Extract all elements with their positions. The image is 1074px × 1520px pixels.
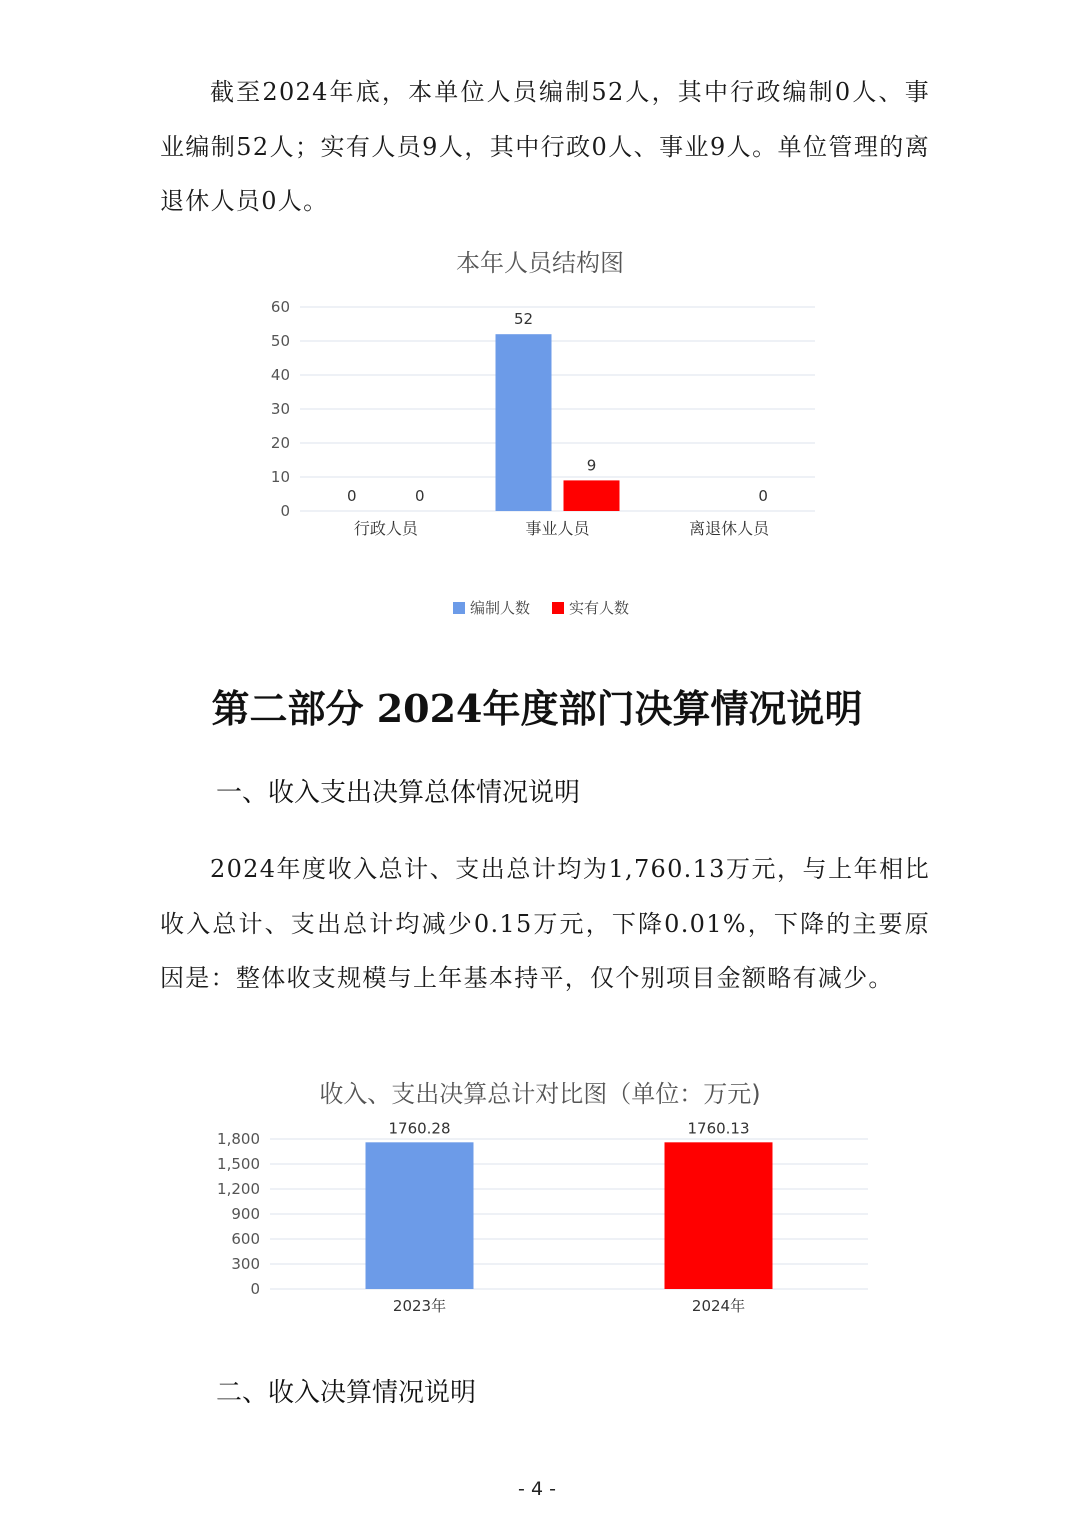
data-label: 0 <box>347 487 357 505</box>
y-tick-label: 900 <box>231 1205 260 1223</box>
y-tick-label: 0 <box>280 502 290 520</box>
y-tick-label: 1,800 <box>217 1130 260 1148</box>
y-tick-label: 40 <box>270 366 290 384</box>
y-tick-label: 1,200 <box>217 1180 260 1198</box>
bar-2023年 <box>366 1142 474 1289</box>
bar-编制人数 <box>496 334 552 511</box>
y-tick-label: 50 <box>270 332 290 350</box>
data-label: 1760.13 <box>687 1119 750 1138</box>
legend-label: 编制人数 <box>470 599 531 617</box>
legend-swatch <box>453 602 465 614</box>
y-tick-label: 1,500 <box>217 1155 260 1173</box>
y-tick-label: 20 <box>270 434 290 452</box>
x-tick-label: 离退休人员 <box>689 519 770 538</box>
staff-structure-chart <box>255 290 825 630</box>
staff-chart-title: 本年人员结构图 <box>456 249 624 277</box>
data-label: 52 <box>513 310 534 329</box>
legend-label: 实有人数 <box>569 599 630 617</box>
section-heading-2: 二、收入决算情况说明 <box>216 1378 477 1408</box>
budget-summary-paragraph: 2024年度收入总计、支出总计均为1,760.13万元，与上年相比收入总计、支出总计均减少0.15万元，下降0.01%，下降的主要原因是：整体收支规模与上年基本持平，仅个别项目金额略有减少。 <box>160 855 930 992</box>
y-tick-label: 0 <box>250 1280 260 1298</box>
y-tick-label: 30 <box>270 400 290 418</box>
bar-2024年 <box>665 1142 773 1289</box>
data-label: 9 <box>586 456 597 475</box>
bar-实有人数 <box>564 480 620 511</box>
data-label: 1760.28 <box>388 1119 451 1138</box>
income-expense-chart-title: 收入、支出决算总计对比图（单位：万元) <box>319 1080 761 1108</box>
legend-swatch <box>552 602 564 614</box>
x-tick-label: 行政人员 <box>353 519 418 538</box>
y-tick-label: 300 <box>231 1255 260 1273</box>
x-tick-label: 2023年 <box>392 1297 447 1315</box>
x-tick-label: 事业人员 <box>525 519 590 538</box>
staffing-paragraph: 截至2024年底，本单位人员编制52人，其中行政编制0人、事业编制52人；实有人员9人，其中行政0人、事业9人。单位管理的离退休人员0人。 <box>160 78 930 215</box>
x-tick-label: 2024年 <box>691 1297 746 1315</box>
page-number: - 4 - <box>518 1478 556 1500</box>
y-tick-label: 600 <box>231 1230 260 1248</box>
section-heading-1: 一、收入支出决算总体情况说明 <box>216 778 581 808</box>
income-expense-chart <box>200 1112 880 1322</box>
y-tick-label: 60 <box>270 298 290 316</box>
data-label: 0 <box>415 487 425 505</box>
y-tick-label: 10 <box>270 468 290 486</box>
part-title: 第二部分 2024年度部门决算情况说明 <box>211 686 863 731</box>
data-label: 0 <box>758 487 768 505</box>
